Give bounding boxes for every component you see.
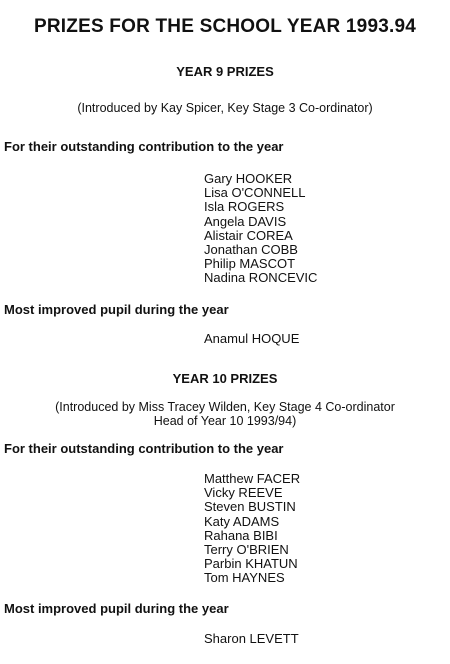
year9-improved-name: Anamul HOQUE: [204, 331, 300, 346]
prize-winner-name: Jonathan COBB: [204, 242, 298, 258]
prize-winner-name: Katy ADAMS: [204, 513, 280, 529]
prize-winner-name: Philip MASCOT: [204, 256, 296, 272]
prize-winner-name: Isla ROGERS: [204, 199, 285, 215]
year10-improved-heading: Most improved pupil during the year: [4, 601, 229, 616]
prize-winner-name: Lisa O'CONNELL: [204, 185, 306, 201]
year9-improved-heading: Most improved pupil during the year: [4, 302, 229, 317]
year10-improved-name: Sharon LEVETT: [204, 631, 299, 646]
prize-winner-name: Alistair COREA: [204, 227, 293, 243]
year9-contribution-names: [204, 172, 317, 286]
prize-winner-name: Terry O'BRIEN: [204, 542, 289, 558]
year9-intro: (Introduced by Kay Spicer, Key Stage 3 Co-ordinator): [77, 101, 373, 115]
year9-contribution-heading: For their outstanding contribution to the year: [4, 139, 284, 154]
year10-intro-line1: (Introduced by Miss Tracey Wilden, Key Stage 4 Co-ordinator: [55, 400, 395, 414]
year9-heading: YEAR 9 PRIZES: [176, 64, 274, 79]
prize-winner-name: Tom HAYNES: [204, 570, 285, 586]
prize-winner-name: Parbin KHATUN: [204, 556, 298, 572]
prize-winner-name: Rahana BIBI: [204, 527, 278, 543]
page-title: PRIZES FOR THE SCHOOL YEAR 1993.94: [34, 16, 416, 37]
prize-winner-name: Matthew FACER: [204, 471, 301, 486]
year10-contribution-names: [204, 472, 300, 586]
prize-winner-name: Steven BUSTIN: [204, 499, 296, 515]
prize-winner-name: Angela DAVIS: [204, 213, 287, 229]
prize-winner-name: Vicky REEVE: [204, 485, 283, 501]
prize-winner-name: Nadina RONCEVIC: [204, 270, 318, 286]
year10-heading: YEAR 10 PRIZES: [172, 371, 278, 386]
prize-winner-name: Gary HOOKER: [204, 171, 293, 186]
year10-contribution-heading: For their outstanding contribution to the year: [4, 441, 284, 456]
year10-intro-line2: Head of Year 10 1993/94): [153, 414, 297, 428]
